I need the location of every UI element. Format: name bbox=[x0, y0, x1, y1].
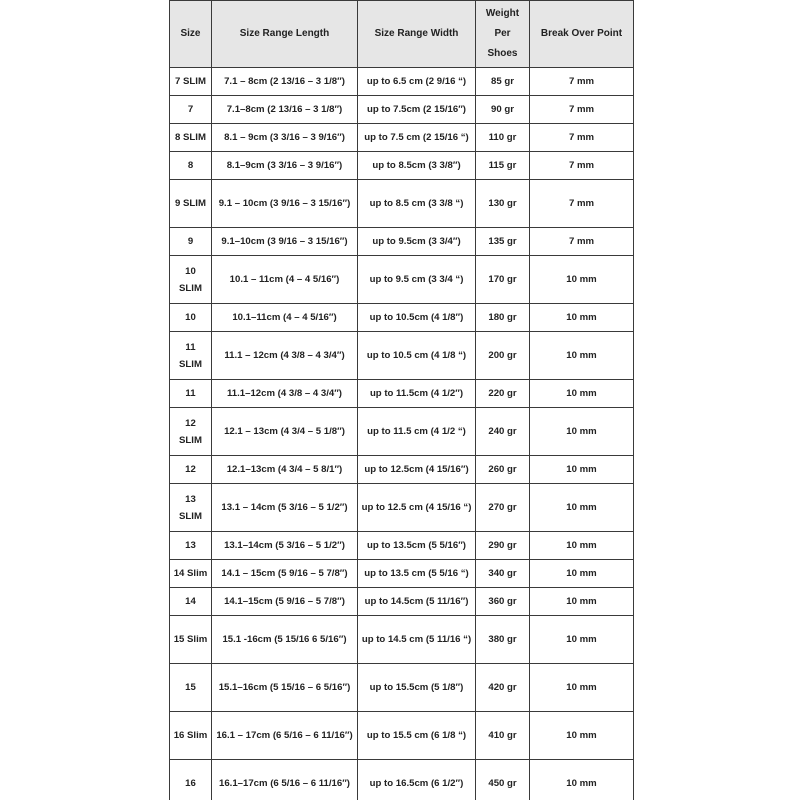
cell-break: 10 mm bbox=[530, 560, 634, 588]
cell-length: 14.1 – 15cm (5 9/16 – 5 7/8″) bbox=[212, 560, 358, 588]
cell-break: 10 mm bbox=[530, 456, 634, 484]
cell-weight: 410 gr bbox=[476, 712, 530, 760]
cell-length: 13.1–14cm (5 3/16 – 5 1/2″) bbox=[212, 532, 358, 560]
cell-length: 8.1 – 9cm (3 3/16 – 3 9/16″) bbox=[212, 124, 358, 152]
cell-width: up to 13.5 cm (5 5/16 “) bbox=[358, 560, 476, 588]
cell-width: up to 12.5 cm (4 15/16 “) bbox=[358, 484, 476, 532]
cell-weight: 180 gr bbox=[476, 304, 530, 332]
cell-weight: 170 gr bbox=[476, 256, 530, 304]
cell-width: up to 9.5cm (3 3/4″) bbox=[358, 228, 476, 256]
table-row bbox=[170, 456, 634, 484]
cell-length: 12.1–13cm (4 3/4 – 5 8/1″) bbox=[212, 456, 358, 484]
cell-break: 10 mm bbox=[530, 304, 634, 332]
header-break-over-point: Break Over Point bbox=[530, 1, 634, 68]
cell-length: 12.1 – 13cm (4 3/4 – 5 1/8″) bbox=[212, 408, 358, 456]
table-row bbox=[170, 256, 634, 304]
table-row bbox=[170, 180, 634, 228]
table-row bbox=[170, 664, 634, 712]
table-row bbox=[170, 96, 634, 124]
cell-weight: 450 gr bbox=[476, 760, 530, 800]
header-size-range-length: Size Range Length bbox=[212, 1, 358, 68]
cell-size: 15 bbox=[170, 664, 212, 712]
cell-weight: 85 gr bbox=[476, 68, 530, 96]
cell-length: 15.1–16cm (5 15/16 – 6 5/16″) bbox=[212, 664, 358, 712]
cell-width: up to 14.5cm (5 11/16″) bbox=[358, 588, 476, 616]
cell-length: 16.1–17cm (6 5/16 – 6 11/16″) bbox=[212, 760, 358, 800]
table-row bbox=[170, 560, 634, 588]
size-chart-container bbox=[169, 0, 634, 800]
cell-length: 13.1 – 14cm (5 3/16 – 5 1/2″) bbox=[212, 484, 358, 532]
cell-weight: 200 gr bbox=[476, 332, 530, 380]
cell-width: up to 9.5 cm (3 3/4 “) bbox=[358, 256, 476, 304]
cell-length: 11.1 – 12cm (4 3/8 – 4 3/4″) bbox=[212, 332, 358, 380]
cell-break: 10 mm bbox=[530, 380, 634, 408]
cell-width: up to 16.5cm (6 1/2″) bbox=[358, 760, 476, 800]
cell-break: 10 mm bbox=[530, 332, 634, 380]
cell-width: up to 11.5cm (4 1/2″) bbox=[358, 380, 476, 408]
cell-size: 7 bbox=[170, 96, 212, 124]
table-row bbox=[170, 712, 634, 760]
table-header-row bbox=[170, 1, 634, 68]
table-row bbox=[170, 760, 634, 800]
cell-width: up to 10.5cm (4 1/8″) bbox=[358, 304, 476, 332]
cell-size: 14 Slim bbox=[170, 560, 212, 588]
table-row bbox=[170, 484, 634, 532]
cell-break: 10 mm bbox=[530, 616, 634, 664]
cell-width: up to 14.5 cm (5 11/16 “) bbox=[358, 616, 476, 664]
cell-weight: 260 gr bbox=[476, 456, 530, 484]
cell-width: up to 7.5cm (2 15/16″) bbox=[358, 96, 476, 124]
cell-length: 7.1 – 8cm (2 13/16 – 3 1/8″) bbox=[212, 68, 358, 96]
table-row bbox=[170, 332, 634, 380]
cell-size: 13 bbox=[170, 532, 212, 560]
cell-break: 10 mm bbox=[530, 664, 634, 712]
cell-break: 7 mm bbox=[530, 152, 634, 180]
cell-size: 9 bbox=[170, 228, 212, 256]
table-row bbox=[170, 68, 634, 96]
cell-weight: 90 gr bbox=[476, 96, 530, 124]
table-row bbox=[170, 532, 634, 560]
header-size: Size bbox=[170, 1, 212, 68]
cell-break: 10 mm bbox=[530, 256, 634, 304]
cell-length: 16.1 – 17cm (6 5/16 – 6 11/16″) bbox=[212, 712, 358, 760]
cell-length: 9.1 – 10cm (3 9/16 – 3 15/16″) bbox=[212, 180, 358, 228]
cell-weight: 290 gr bbox=[476, 532, 530, 560]
cell-weight: 240 gr bbox=[476, 408, 530, 456]
table-row bbox=[170, 380, 634, 408]
cell-size: 11 bbox=[170, 380, 212, 408]
table-row bbox=[170, 588, 634, 616]
cell-length: 9.1–10cm (3 9/16 – 3 15/16″) bbox=[212, 228, 358, 256]
cell-size: 16 bbox=[170, 760, 212, 800]
table-row bbox=[170, 152, 634, 180]
cell-break: 10 mm bbox=[530, 712, 634, 760]
size-chart-table bbox=[169, 0, 634, 800]
cell-weight: 340 gr bbox=[476, 560, 530, 588]
cell-width: up to 6.5 cm (2 9/16 “) bbox=[358, 68, 476, 96]
table-row bbox=[170, 304, 634, 332]
cell-weight: 110 gr bbox=[476, 124, 530, 152]
cell-size: 10 SLIM bbox=[170, 256, 212, 304]
cell-length: 10.1 – 11cm (4 – 4 5/16″) bbox=[212, 256, 358, 304]
cell-size: 12 SLIM bbox=[170, 408, 212, 456]
cell-break: 7 mm bbox=[530, 124, 634, 152]
cell-size: 12 bbox=[170, 456, 212, 484]
cell-size: 15 Slim bbox=[170, 616, 212, 664]
cell-length: 15.1 -16cm (5 15/16 6 5/16″) bbox=[212, 616, 358, 664]
cell-length: 11.1–12cm (4 3/8 – 4 3/4″) bbox=[212, 380, 358, 408]
cell-width: up to 7.5 cm (2 15/16 “) bbox=[358, 124, 476, 152]
cell-weight: 130 gr bbox=[476, 180, 530, 228]
cell-weight: 360 gr bbox=[476, 588, 530, 616]
cell-weight: 135 gr bbox=[476, 228, 530, 256]
table-row bbox=[170, 228, 634, 256]
cell-break: 7 mm bbox=[530, 96, 634, 124]
cell-break: 10 mm bbox=[530, 484, 634, 532]
table-row bbox=[170, 124, 634, 152]
cell-size: 7 SLIM bbox=[170, 68, 212, 96]
table-row bbox=[170, 616, 634, 664]
cell-size: 8 bbox=[170, 152, 212, 180]
cell-width: up to 12.5cm (4 15/16″) bbox=[358, 456, 476, 484]
cell-size: 11 SLIM bbox=[170, 332, 212, 380]
cell-break: 7 mm bbox=[530, 68, 634, 96]
cell-length: 10.1–11cm (4 – 4 5/16″) bbox=[212, 304, 358, 332]
cell-weight: 220 gr bbox=[476, 380, 530, 408]
header-weight-per-shoes: Weight Per Shoes bbox=[476, 1, 530, 68]
cell-break: 7 mm bbox=[530, 180, 634, 228]
cell-width: up to 15.5cm (5 1/8″) bbox=[358, 664, 476, 712]
cell-size: 8 SLIM bbox=[170, 124, 212, 152]
cell-break: 10 mm bbox=[530, 408, 634, 456]
cell-break: 10 mm bbox=[530, 532, 634, 560]
cell-size: 16 Slim bbox=[170, 712, 212, 760]
cell-break: 7 mm bbox=[530, 228, 634, 256]
cell-width: up to 10.5 cm (4 1/8 “) bbox=[358, 332, 476, 380]
cell-size: 9 SLIM bbox=[170, 180, 212, 228]
cell-width: up to 13.5cm (5 5/16″) bbox=[358, 532, 476, 560]
cell-weight: 270 gr bbox=[476, 484, 530, 532]
table-row bbox=[170, 408, 634, 456]
cell-length: 7.1–8cm (2 13/16 – 3 1/8″) bbox=[212, 96, 358, 124]
cell-size: 10 bbox=[170, 304, 212, 332]
cell-width: up to 15.5 cm (6 1/8 “) bbox=[358, 712, 476, 760]
cell-length: 14.1–15cm (5 9/16 – 5 7/8″) bbox=[212, 588, 358, 616]
cell-weight: 115 gr bbox=[476, 152, 530, 180]
header-size-range-width: Size Range Width bbox=[358, 1, 476, 68]
cell-width: up to 8.5cm (3 3/8″) bbox=[358, 152, 476, 180]
cell-length: 8.1–9cm (3 3/16 – 3 9/16″) bbox=[212, 152, 358, 180]
cell-width: up to 11.5 cm (4 1/2 “) bbox=[358, 408, 476, 456]
cell-size: 13 SLIM bbox=[170, 484, 212, 532]
cell-weight: 420 gr bbox=[476, 664, 530, 712]
cell-weight: 380 gr bbox=[476, 616, 530, 664]
cell-break: 10 mm bbox=[530, 760, 634, 800]
cell-width: up to 8.5 cm (3 3/8 “) bbox=[358, 180, 476, 228]
cell-break: 10 mm bbox=[530, 588, 634, 616]
cell-size: 14 bbox=[170, 588, 212, 616]
